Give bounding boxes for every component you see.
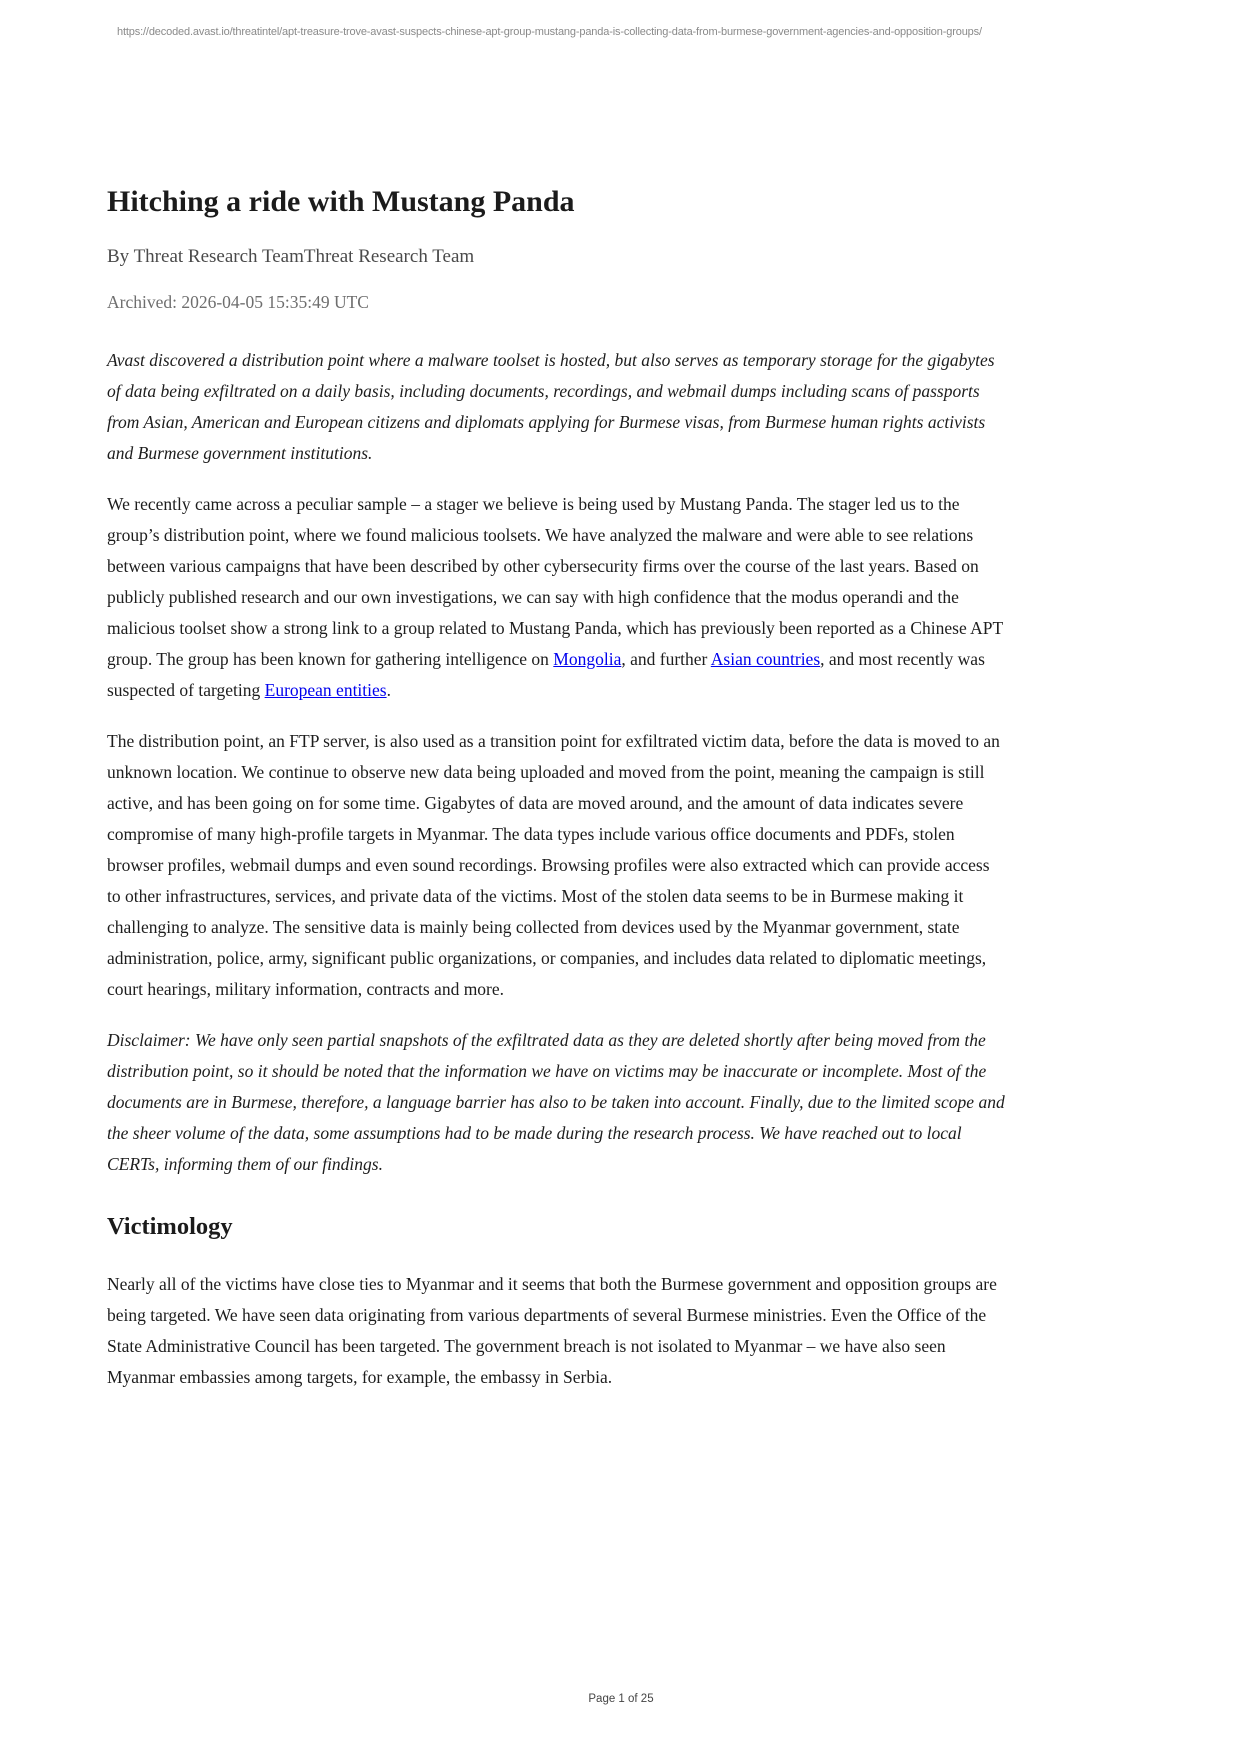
victimology-paragraph: Nearly all of the victims have close ties to Myanmar and it seems that both the Burmese government and opposition groups are being targeted. We have seen data originating from various departments of several Burmese ministries. Even the Office of the State Administrative Council has been targeted. The government breach is not isolated to Myanmar – we have also seen Myanmar embassies among targets, for example, the embassy in Serbia. (107, 1274, 997, 1388)
page-number: Page 1 of 25 (588, 1693, 654, 1705)
distribution-paragraph: The distribution point, an FTP server, is also used as a transition point for exfiltrated victim data, before the data is moved to an unknown location. We continue to observe new data being uploaded and moved from the point, meaning the campaign is still active, and has been going on for some time. Gigabytes of data are moved around, and the amount of data indicates severe compromise of many high-profile targets in Myanmar. The data types include various office documents and PDFs, stolen browser profiles, webmail dumps and even sound recordings. Browsing profiles were also extracted which can provide access to other infrastructures, services, and private data of the victims. Most of the stolen data seems to be in Burmese making it challenging to analyze. The sensitive data is mainly being collected from devices used by the Myanmar government, state administration, police, army, significant public organizations, or companies, and includes data related to diplomatic meetings, court hearings, military information, contracts and more. (107, 730, 1000, 999)
article-title: Hitching a ride with Mustang Panda (107, 185, 575, 218)
page-footer (0, 1693, 1242, 1705)
paragraph-text: We recently came across a peculiar sample – a stager we believe is being used by Mustang Panda. The stager led us to the group’s distribution point, where we found malicious toolsets. We have analyzed the malware and were able to see relations between various campaigns that have been described by other cybersecurity firms over the course of the last years. Based on publicly published research and our own investigations, we can say with high confidence that the modus operandi and the malicious toolset show a strong link to a group related to Mustang Panda, which has previously been reported as a Chinese APT group. The group has been known for gathering intelligence on (107, 493, 1003, 669)
byline: By Threat Research TeamThreat Research Team (107, 246, 475, 267)
link-mongolia[interactable]: Mongolia (553, 648, 622, 669)
paragraph-text: , and further (621, 648, 711, 669)
source-url: https://decoded.avast.io/threatintel/apt-treasure-trove-avast-suspects-chinese-apt-group-mustang-panda-is-collecting-data-from-burmese-government-agencies-and-opposition-groups/ (117, 26, 982, 38)
lead-paragraph: Avast discovered a distribution point where a malware toolset is hosted, but also serves as temporary storage for the gigabytes of data being exfiltrated on a daily basis, including documents, recordings, and webmail dumps including scans of passports from Asian, American and European citizens and diplomats applying for Burmese visas, from Burmese human rights activists and Burmese government institutions. (107, 349, 995, 463)
archived-timestamp: Archived: 2026-04-05 15:35:49 UTC (107, 291, 369, 312)
disclaimer-paragraph: Disclaimer: We have only seen partial snapshots of the exfiltrated data as they are deleted shortly after being moved from the distribution point, so it should be noted that the information we have on victims may be inaccurate or incomplete. Most of the documents are in Burmese, therefore, a language barrier has also to be taken into account. Finally, due to the limited scope and the sheer volume of the data, some assumptions had to be made during the research process. We have reached out to local CERTs, informing them of our findings. (107, 1029, 1005, 1174)
link-european-entities[interactable]: European entities (264, 679, 387, 700)
link-asian-countries[interactable]: Asian countries (710, 648, 821, 669)
analysis-paragraph (107, 489, 1007, 706)
article-content (107, 0, 1007, 1413)
paragraph-text: , and most recently was suspected of targeting (107, 648, 985, 700)
section-heading-victimology: Victimology (107, 1212, 233, 1240)
paragraph-text: . (386, 679, 391, 700)
